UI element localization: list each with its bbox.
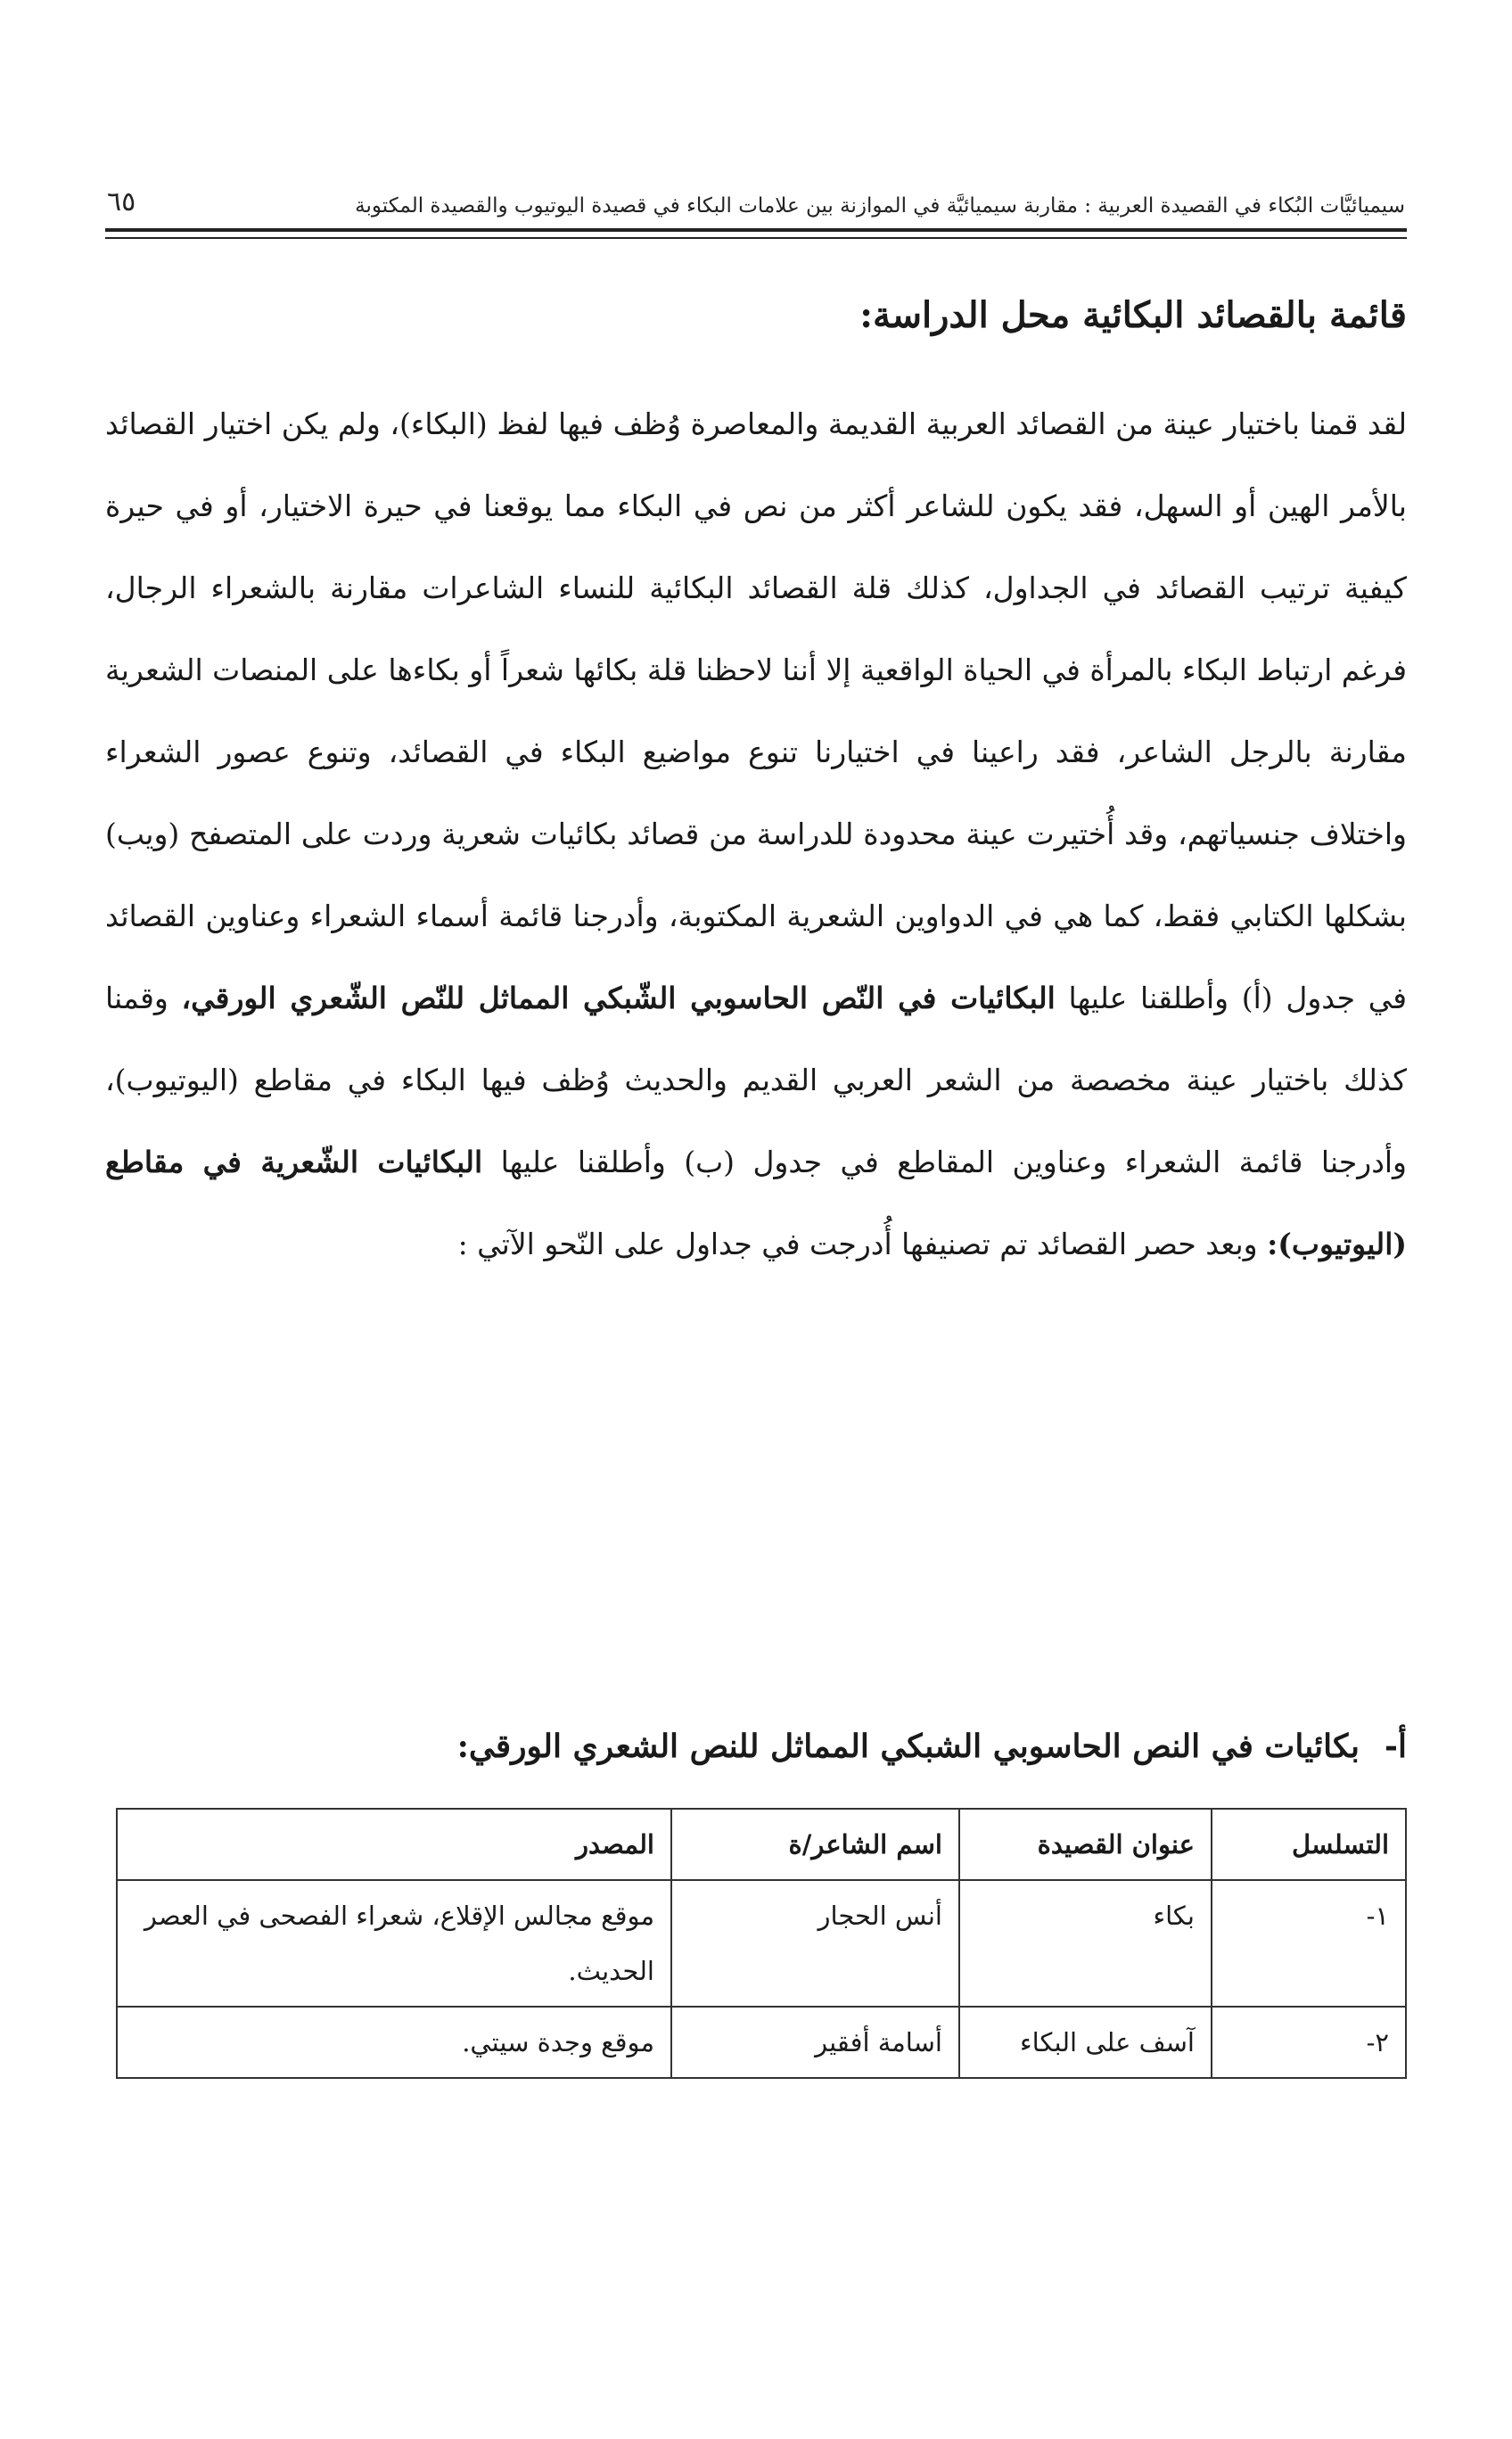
running-title: سيميائيَّات البُكاء في القصيدة العربية : مقاربة سيميائيَّة في الموازنة بين علامات البكاء في قصيدة اليوتيوب والقصيدة المكتوبة [355, 194, 1405, 218]
page-number: ٦٥ [107, 186, 136, 218]
body-text-part-1: لقد قمنا باختيار عينة من القصائد العربية القديمة والمعاصرة وُظف فيها لفظ (البكاء)، ولم يكن اختيار القصائد بالأمر الهين أو السهل، فقد يكون للشاعر أكثر من نص في البكاء مما يوقعنا في حيرة الاختيار، أو في حيرة كيفية ترتيب القصائد في الجداول، كذلك قلة القصائد البكائية للنساء الشاعرات مقارنة بالشعراء الرجال، فرغم ارتباط البكاء بالمرأة في الحياة الواقعية إلا أننا لاحظنا قلة بكائها شعراً أو بكاءها على المنصات الشعرية مقارنة بالرجل الشاعر، فقد راعينا في اختيارنا تنوع مواضيع البكاء في القصائد، وتنوع عصور الشعراء واختلاف جنسياتهم، وقد أُختيرت عينة محدودة للدراسة من قصائد بكائيات شعرية وردت على المتصفح (ويب) بشكلها الكتابي فقط، كما هي في الدواوين الشعرية المكتوبة، وأدرجنا قائمة أسماء الشعراء وعناوين القصائد في جدول (أ) وأطلقنا عليها [105, 406, 1408, 1015]
running-header [107, 175, 1405, 218]
header-source: المصدر [117, 1809, 671, 1880]
body-bold-term-1: البكائيات في النّص الحاسوبي الشّبكي المماثل للنّص الشّعري الورقي، [181, 981, 1056, 1015]
poems-table [116, 1808, 1407, 2079]
table-row [117, 2007, 1406, 2078]
cell-poet: أنس الحجار [671, 1880, 959, 2007]
table-header-row [117, 1809, 1406, 1880]
header-rule-thin [105, 237, 1407, 239]
header-rule-thick [105, 228, 1407, 232]
body-text-part-2: وقمنا كذلك باختيار عينة مخصصة من الشعر العربي القديم والحديث وُظف فيها البكاء في مقاطع (اليوتيوب)، وأدرجنا قائمة الشعراء وعناوين المقاطع في جدول (ب) وأطلقنا عليها [105, 981, 1407, 1179]
cell-poet: أسامة أفقير [671, 2007, 959, 2078]
header-title: عنوان القصيدة [959, 1809, 1212, 1880]
cell-source: موقع وجدة سيتي. [117, 2007, 671, 2078]
header-seq: التسلسل [1212, 1809, 1406, 1880]
cell-seq: ٢- [1212, 2007, 1406, 2078]
body-bold-term-2: البكائيات الشّعرية في مقاطع (اليوتيوب): [105, 1145, 1407, 1261]
table-row [117, 1880, 1406, 2007]
cell-title: آسف على البكاء [959, 2007, 1212, 2078]
header-poet: اسم الشاعر/ة [671, 1809, 959, 1880]
table-caption-text: بكائيات في النص الحاسوبي الشبكي المماثل للنص الشعري الورقي: [456, 1728, 1360, 1765]
body-paragraph [105, 383, 1407, 1285]
body-text-part-3: وبعد حصر القصائد تم تصنيفها أُدرجت في جداول على النّحو الآتي : [457, 1227, 1268, 1261]
table-caption [105, 1728, 1407, 1765]
cell-seq: ١- [1212, 1880, 1406, 2007]
cell-source: موقع مجالس الإقلاع، شعراء الفصحى في العصر الحديث. [117, 1880, 671, 2007]
table-caption-letter: أ- [1385, 1728, 1407, 1765]
cell-title: بكاء [959, 1880, 1212, 2007]
section-title: قائمة بالقصائد البكائية محل الدراسة: [859, 294, 1407, 336]
